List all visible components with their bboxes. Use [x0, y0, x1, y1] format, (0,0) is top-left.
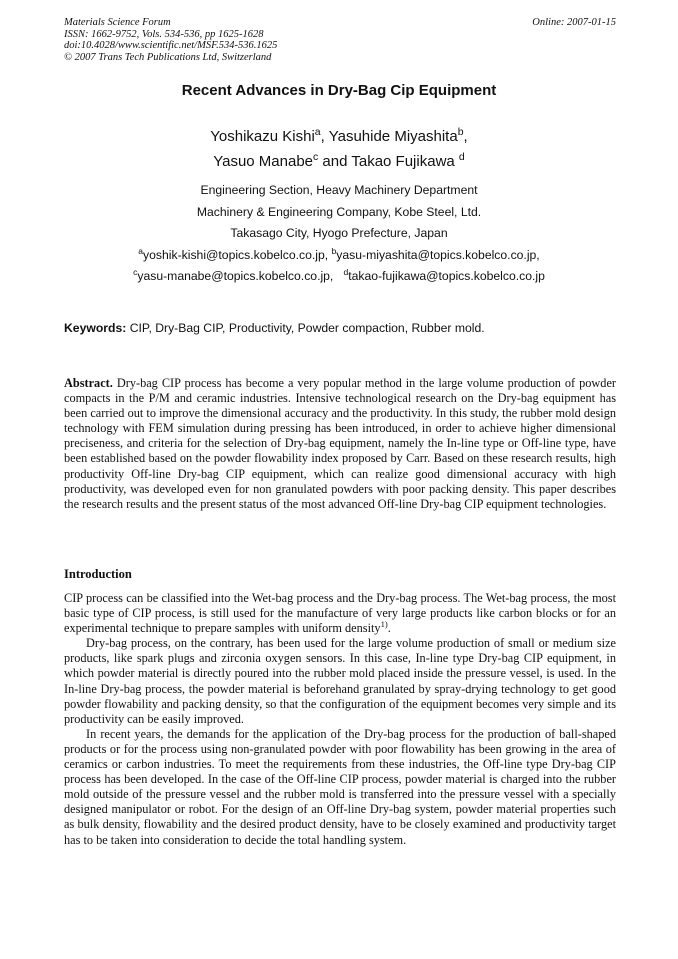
author-line-2: [0, 149, 678, 174]
author-marker: a: [314, 126, 321, 138]
paragraph: [64, 591, 616, 636]
email-line-2: [0, 266, 678, 288]
author-name: Yasuhide Miyashita: [328, 128, 458, 145]
author-marker: d: [458, 151, 465, 163]
journal-header: [64, 17, 277, 63]
email-line-1: [0, 245, 678, 267]
affiliation-line: Machinery & Engineering Company, Kobe Steel, Ltd.: [196, 204, 482, 219]
introduction-body: [64, 591, 616, 848]
email-link[interactable]: yasu-manabe@topics.kobelco.co.jp,: [137, 269, 334, 283]
online-date: Online: 2007-01-15: [532, 17, 616, 28]
email-link[interactable]: takao-fujikawa@topics.kobelco.co.jp: [348, 269, 545, 283]
author-separator: ,: [463, 128, 468, 145]
author-conjunction: and: [318, 153, 352, 170]
affiliation-line: Takasago City, Hyogo Prefecture, Japan: [230, 226, 448, 240]
abstract-label: Abstract.: [64, 376, 113, 390]
author-name: Yoshikazu Kishi: [210, 128, 315, 145]
reference-marker: 1): [380, 619, 388, 630]
section-heading-introduction: Introduction: [64, 567, 132, 581]
email-marker: c: [133, 266, 138, 277]
email-link[interactable]: yasu-miyashita@topics.kobelco.co.jp,: [336, 247, 540, 262]
abstract-text: Dry-bag CIP process has become a very popular method in the large volume production of powder compacts in the P/M and ceramic industries. Intensive technological research on the Dry-bag equipment has been carried out to improve the dimensional accuracy and the productivity. In this study, the rubber mold design technology with FEM simulation during pressing has been introduced, in order to achieve higher dimensional preciseness, and criteria for the selection of Dry-bag equipment, namely the In-line type or Off-line type, have been established based on the powder flowability index proposed by Carr. Based on these research results, high productivity Off-line Dry-bag CIP equipment, which can realize good dimensional accuracy with high productivity, was developed even for non granulated powders with poor packing density. This paper describes the research results and the present status of the most advanced Off-line Dry-bag CIP equipment technologies.: [64, 376, 616, 511]
journal-name: Materials Science Forum: [64, 17, 171, 28]
keywords-text: CIP, Dry-Bag CIP, Productivity, Powder compaction, Rubber mold.: [126, 321, 485, 335]
author-marker: c: [313, 151, 319, 163]
author-line-1: [0, 124, 678, 149]
author-name: Takao Fujikawa: [351, 153, 455, 170]
author-name: Yasuo Manabe: [213, 153, 314, 170]
email-marker: b: [331, 245, 337, 256]
journal-doi: doi:10.4028/www.scientific.net/MSF.534-536.1625: [64, 40, 278, 51]
keywords-label: Keywords:: [64, 321, 127, 335]
email-marker: a: [138, 245, 144, 256]
email-link[interactable]: yoshik-kishi@topics.kobelco.co.jp,: [143, 247, 332, 262]
author-marker: b: [457, 126, 464, 138]
keywords: [64, 321, 616, 335]
affiliation-line: Engineering Section, Heavy Machinery Department: [200, 183, 478, 197]
paragraph: Dry-bag process, on the contrary, has been used for the large volume production of small or medium size products, like spark plugs and zirconia oxygen sensors. In this case, In-line type Dry-bag CIP equipment, in which powder material is directly poured into the rubber mold placed inside the pressure vessel, is used. In the In-line Dry-bag process, the powder material is beforehand granulated by spray-drying technology to get good powder flowability and packing density, so that the configuration of the equipment becomes very simple and its productivity can be easily improved.: [64, 636, 616, 726]
email-marker: d: [343, 266, 349, 277]
affiliation: [0, 180, 678, 288]
paragraph-end: .: [387, 621, 391, 636]
paragraph-text: CIP process can be classified into the Wet-bag process and the Dry-bag process. The Wet-bag process, the most basic type of CIP process, is still used for the manufacture of very large products like carbon blocks or for an experimental technique to prepare samples with uniform density: [64, 591, 616, 636]
abstract: [64, 376, 616, 512]
journal-issn: ISSN: 1662-9752, Vols. 534-536, pp 1625-1628: [64, 28, 264, 40]
journal-copyright: © 2007 Trans Tech Publications Ltd, Switzerland: [64, 51, 272, 63]
author-list: [0, 124, 678, 174]
paper-title: Recent Advances in Dry-Bag Cip Equipment: [181, 82, 497, 99]
paragraph: In recent years, the demands for the application of the Dry-bag process for the production of ball-shaped products or for the process using non-granulated powder with poor flowability has been growing in the area of ceramics or carbon industries. To meet the requirements from these industries, the Off-line type Dry-bag CIP process has been developed. In the case of the Off-line CIP process, powder material is charged into the rubber mold outside of the pressure vessel and the rubber mold is transferred into the pressure vessel with a specially designed manipulator or robot. For the design of an Off-line Dry-bag system, powder material properties such as bulk density, flowability and the desired product density, have to be closely examined and productivity target has to be taken into consideration to decide the total handling system.: [64, 726, 616, 847]
author-separator: ,: [320, 128, 329, 145]
